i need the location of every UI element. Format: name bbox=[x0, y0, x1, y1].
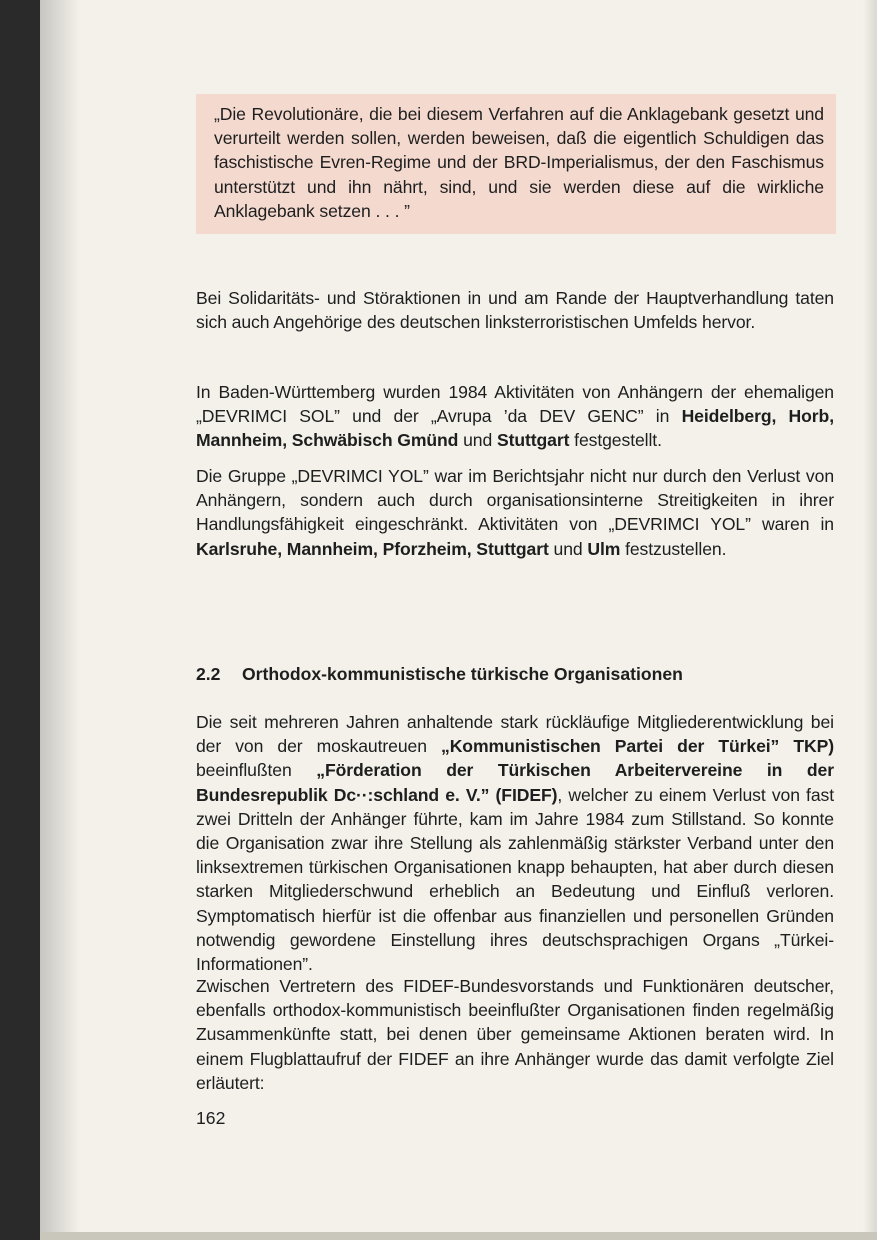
page-bottom-edge bbox=[40, 1232, 877, 1240]
paragraph-text: , welcher zu einem Verlust von fast zwei Dritteln der Anhänger führte, kam im Jahre 1984 zum Stillstand. So konnte die Organisation zwar ihre Stellung als zahlenmäßig stärkster Verband unter den linksextremen türkischen Organisationen knapp behaupten, hat aber durch diesen starken Mitgliederschwund erheblich an Bedeutung und Einfluß verloren. Symptomatisch hierfür ist die offenbar aus finanziellen und personellen Gründen notwendig gewordene Einstellung ihres deutschsprachigen Organs „Türkei-Informationen”. bbox=[196, 784, 835, 975]
section-heading bbox=[196, 662, 834, 686]
paragraph-text: beeinflußten bbox=[196, 760, 317, 781]
bold-city: Stuttgart bbox=[496, 430, 570, 451]
bold-cities: Heidelberg, Horb, Mannheim, Schwäbisch Gmünd bbox=[196, 406, 834, 451]
paragraph-text: und bbox=[458, 430, 497, 451]
paragraph-text: Die seit mehreren Jahren anhaltende stark rückläufige Mitgliederentwicklung bei der von der moskautreuen bbox=[196, 712, 834, 757]
binding-shadow bbox=[40, 0, 80, 1232]
paragraph-devrimci-yol bbox=[196, 464, 834, 561]
page-edge bbox=[863, 0, 877, 1232]
paragraph-text: In Baden-Württemberg wurden 1984 Aktivitäten von Anhängern der ehemaligen „DEVRIMCI SOL” und der „Avrupa ’da DEV GENC” in bbox=[196, 382, 834, 427]
bold-cities: Karlsruhe, Mannheim, Pforzheim, Stuttgart bbox=[196, 538, 549, 559]
paragraph-fidef bbox=[196, 710, 834, 976]
section-number: 2.2 bbox=[196, 664, 221, 684]
paragraph-text: und bbox=[548, 538, 588, 559]
paragraph-text: festzustellen. bbox=[620, 538, 727, 559]
quote-text: „Die Revolutionäre, die bei diesem Verfahren auf die Anklagebank gesetzt und verurteilt werden sollen, werden beweisen, daß die eigentlich Schuldigen das faschistische Evren-Regime und der BRD-Imperialismus, der den Faschismus unterstützt und ihn nährt, sind, und sie werden diese auf die wirkliche Anklagebank setzen . . . ” bbox=[214, 104, 824, 221]
paragraph-baden-wuerttemberg bbox=[196, 380, 834, 453]
paragraph-text: Die Gruppe „DEVRIMCI YOL” war im Berichtsjahr nicht nur durch den Verlust von Anhängern, sondern auch durch organisationsinterne Streitigkeiten in ihrer Handlungsfähigkeit eingeschränkt. Aktivitäten von „DEVRIMCI YOL” waren in bbox=[196, 466, 834, 535]
page-number: 162 bbox=[196, 1108, 226, 1128]
section-title: Orthodox-kommunistische türkische Organisationen bbox=[242, 664, 683, 684]
highlighted-quote bbox=[196, 94, 836, 234]
bold-organisation: „Kommunistischen Partei der Türkei” TKP) bbox=[441, 736, 834, 757]
bold-organisation: „Förderation der Türkischen Arbeitervereine in der Bundesrepublik Dc··:schland e. V.” (FIDEF) bbox=[196, 760, 834, 805]
paragraph-solidarity: Bei Solidaritäts- und Störaktionen in und am Rande der Hauptverhandlung taten sich auch Angehörige des deutschen linksterroristischen Umfelds hervor. bbox=[196, 288, 834, 333]
paragraph-text: festgestellt. bbox=[569, 430, 662, 451]
bold-city: Ulm bbox=[587, 538, 621, 559]
paragraph-meetings: Zwischen Vertretern des FIDEF-Bundesvorstands und Funktionären deutscher, ebenfalls orthodox-kommunistisch beeinflußter Organisationen finden regelmäßig Zusammenkünfte statt, bei denen über gemeinsame Aktionen beraten wird. In einem Flugblattaufruf der FIDEF an ihre Anhänger wurde das damit verfolgte Ziel erläutert: bbox=[196, 976, 834, 1093]
